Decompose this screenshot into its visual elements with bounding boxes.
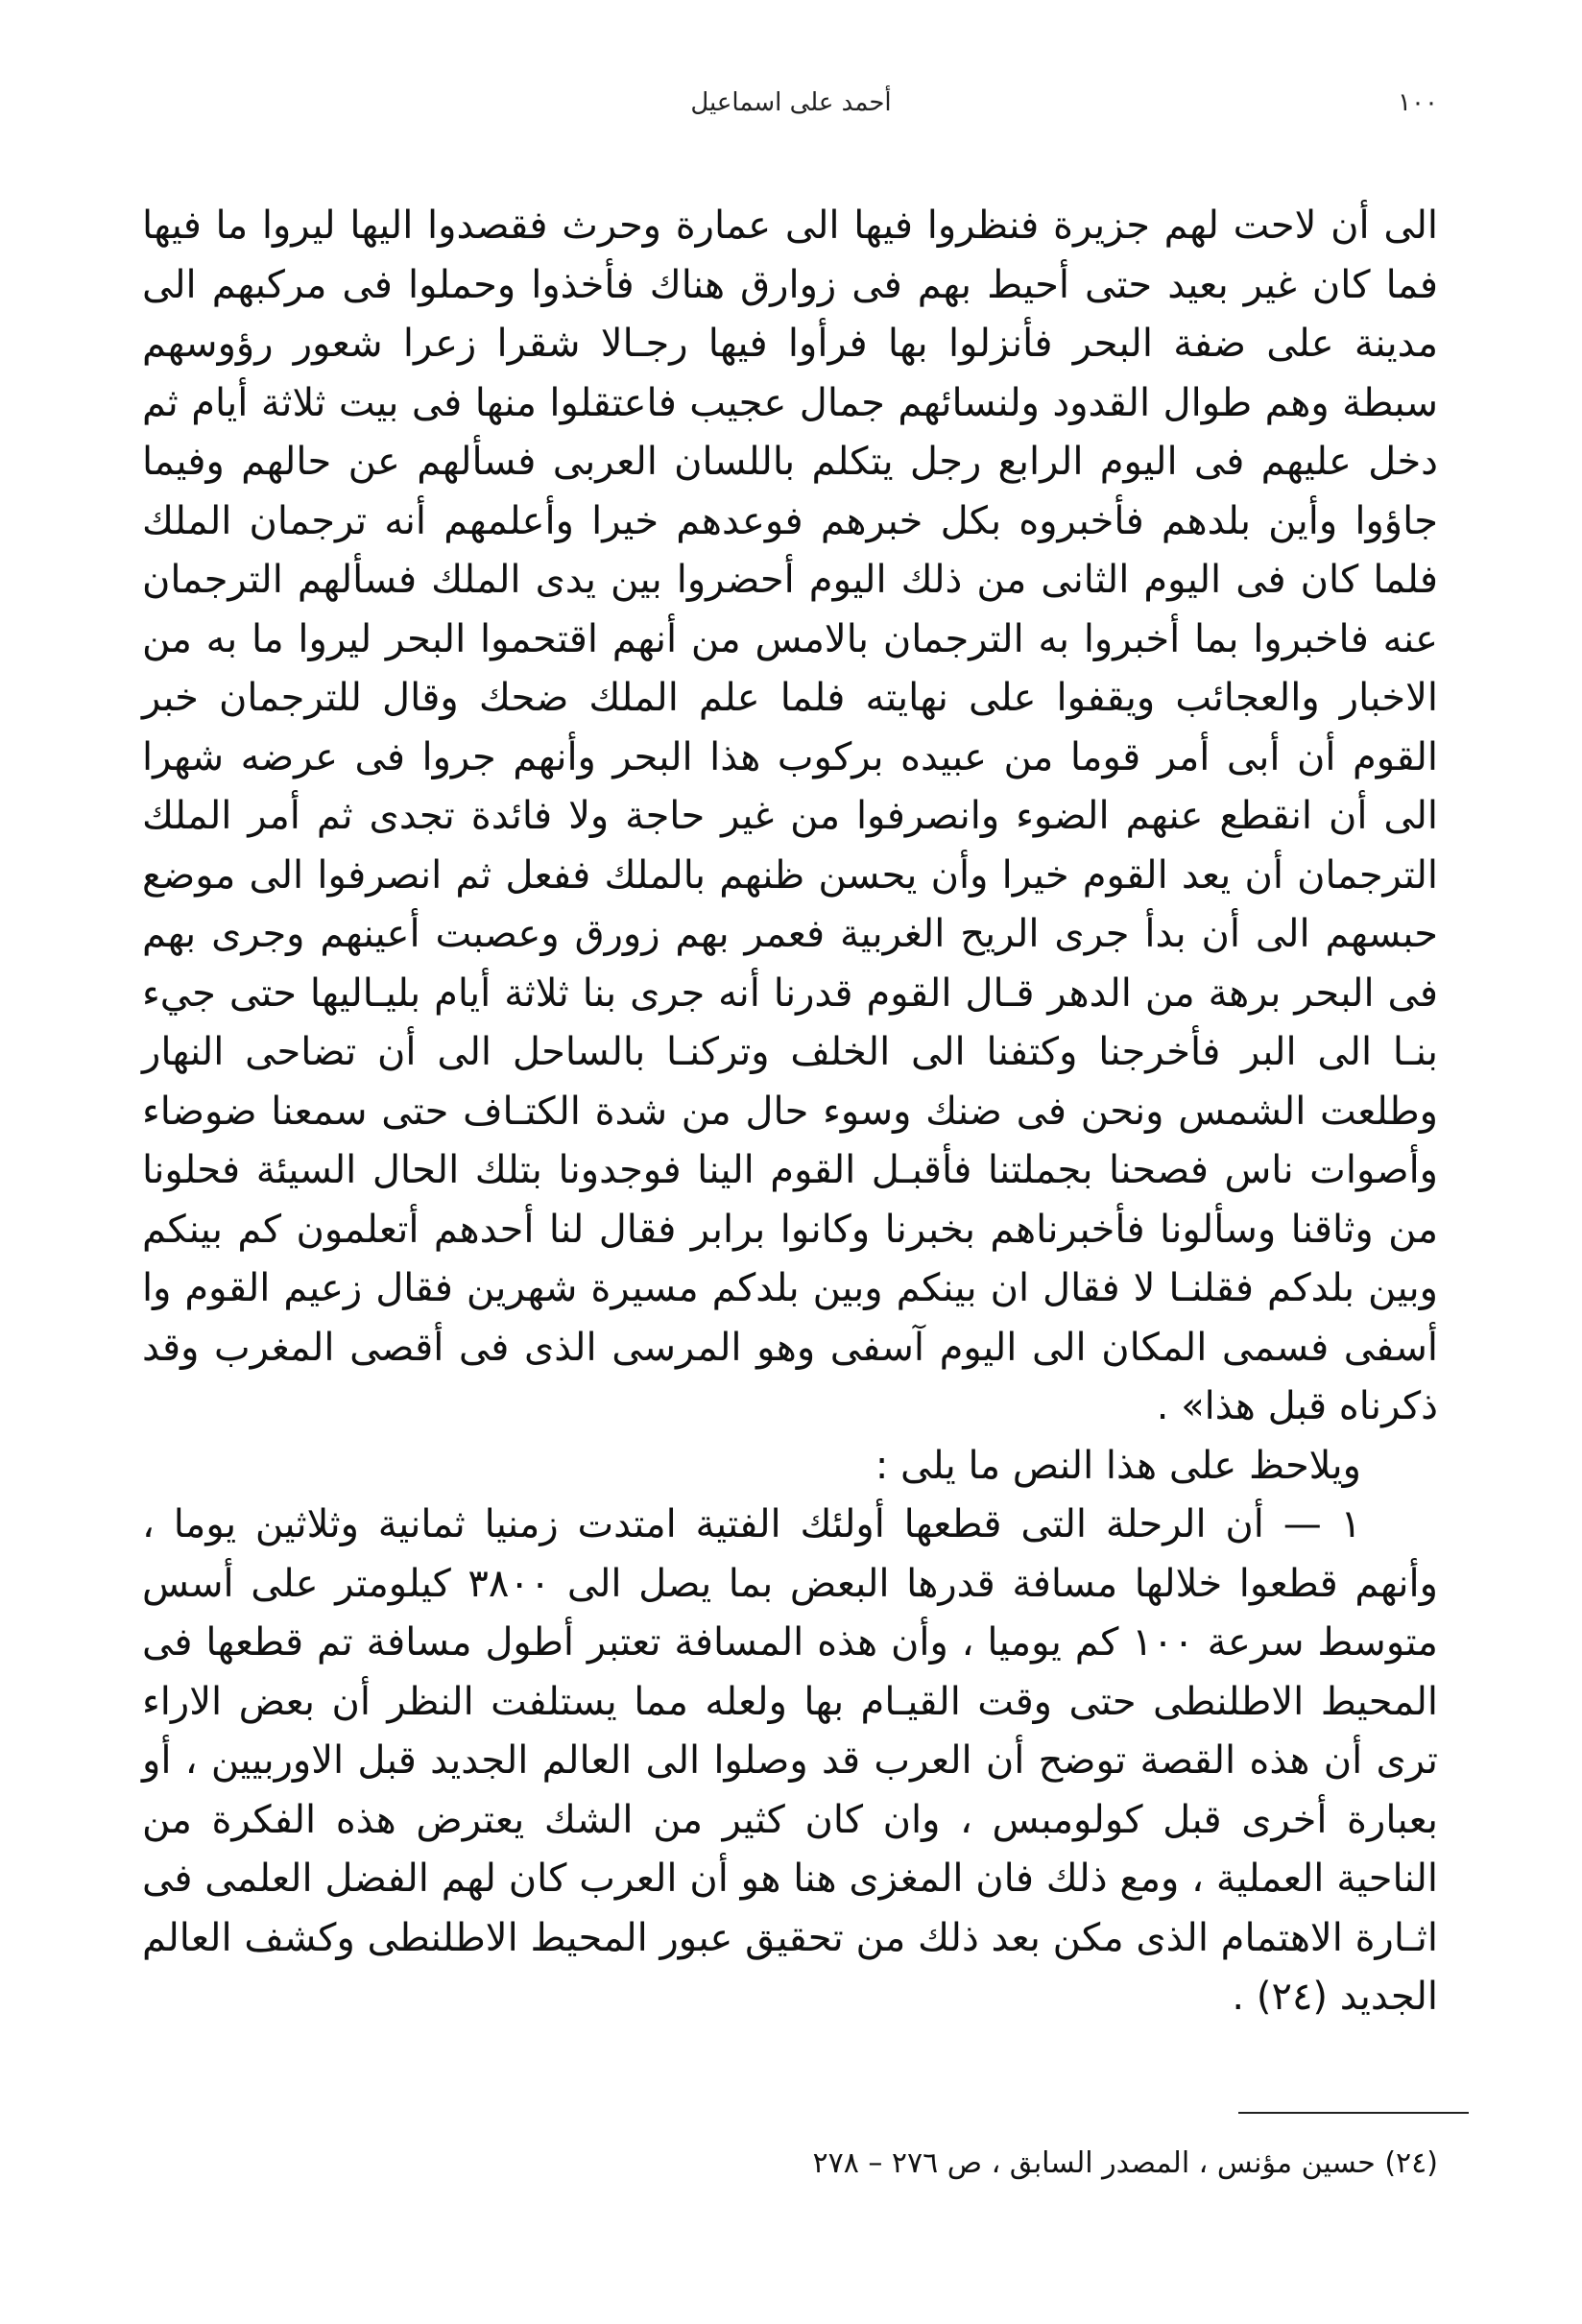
quote-paragraph: الى أن لاحت لهم جزيرة فنظروا فيها الى عمارة وحرث فقصدوا اليها ليروا ما فيها فما كان غير بعيد حتى أحيط بهم فى زوارق هناك فأخذوا وحملوا فى مركبهم الى مدينة على ضفة البحر فأنزلوا بها فرأوا فيها رجـالا شقرا زعرا شعور رؤوسهم سبطة وهم طوال القدود ولنسائهم جمال عجيب فاعتقلوا منها فى بيت ثلاثة أيام ثم دخل عليهم فى اليوم الرابع رجل يتكلم باللسان العربى فسألهم عن حالهم وفيما جاؤوا وأين بلدهم فأخبروه بكل خبرهم فوعدهم خيرا وأعلمهم أنه ترجمان الملك فلما كان فى اليوم الثانى من ذلك اليوم أحضروا بين يدى الملك فسألهم الترجمان عنه فاخبروا بما أخبروا به الترجمان بالامس من أنهم اقتحموا البحر ليروا ما به من الاخبار والعجائب ويقفوا على نهايته فلما علم الملك ضحك وقال للترجمان خبر القوم أن أبى أمر قوما من عبيده بركوب هذا البحر وأنهم جروا فى عرضه شهرا الى أن انقطع عنهم الضوء وانصرفوا من غير حاجة ولا فائدة تجدى ثم أمر الملك الترجمان أن يعد القوم خيرا وأن يحسن ظنهم بالملك ففعل ثم انصرفوا الى موضع حبسهم الى أن بدأ جرى الريح الغربية فعمر بهم زورق وعصبت أعينهم وجرى بهم فى البحر برهة من الدهر قـال القوم قدرنا أنه جرى بنا ثلاثة أيام بليـاليها حتى جيء بنـا الى البر فأخرجنا وكتفنا الى الخلف وتركنـا بالساحل الى أن تضاحى النهار وطلعت الشمس ونحن فى ضنك وسوء حال من شدة الكتـاف حتى سمعنا ضوضاء وأصوات ناس فصحنا بجملتنا فأقبـل القوم الينا فوجدونا بتلك الحال السيئة فحلونا من وثاقنا وسألونا فأخبرناهم بخبرنا وكانوا برابر فقال لنا أحدهم أتعلمون كم بينكم وبين بلدكم فقلنـا لا فقال ان بينكم وبين بلدكم مسيرة شهرين فقال زعيم القوم وا أسفى فسمى المكان الى اليوم آسفى وهو المرسى الذى فى أقصى المغرب وقد ذكرناه قبل هذا» . — [142, 204, 1438, 1428]
footnote-divider — [1238, 2112, 1469, 2114]
running-header — [144, 88, 1438, 136]
page-number: ١٠٠ — [1398, 88, 1438, 117]
list-point-1: ١ — أن الرحلة التى قطعها أولئك الفتية امتدت زمنيا ثمانية وثلاثين يوما ، وأنهم قطعوا خلالها مسافة قدرها البعض بما يصل الى ٣٨٠٠ كيلومتر على أسس متوسط سرعة ١٠٠ كم يوميا ، وأن هذه المسافة تعتبر أطول مسافة تم قطعها فى المحيط الاطلنطى حتى وقت القيـام بها ولعله مما يستلفت النظر أن بعض الاراء ترى أن هذه القصة توضح أن العرب قد وصلوا الى العالم الجديد قبل الاوربيين ، أو بعبارة أخرى قبل كولومبس ، وان كان كثير من الشك يعترض هذه الفكرة من الناحية العملية ، ومع ذلك فان المغزى هنا هو أن العرب كان لهم الفضل العلمى فى اثـارة الاهتمام الذى مكن بعد ذلك من تحقيق عبور المحيط الاطلنطى وكشف العالم الجديد (٢٤) . — [142, 1502, 1438, 2019]
body-text — [142, 197, 1438, 2027]
header-title: أحمد على اسماعيل — [690, 88, 892, 117]
intro-line: ويلاحظ على هذا النص ما يلى : — [875, 1443, 1361, 1488]
footnote: (٢٤) حسين مؤنس ، المصدر السابق ، ص ٢٧٦ – ٢٧٨ — [812, 2146, 1438, 2180]
